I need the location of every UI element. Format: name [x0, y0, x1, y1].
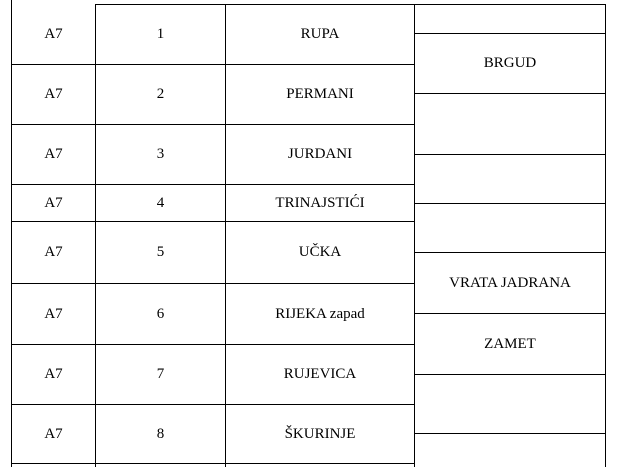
- road-cell: A7: [44, 425, 63, 442]
- road-cell: A7: [44, 25, 63, 42]
- junction-cell: ŠKURINJE: [284, 425, 356, 442]
- side-cell-vrata-jadrana: VRATA JADRANA: [449, 274, 571, 291]
- side-cell-brgud: BRGUD: [483, 55, 537, 71]
- side-divider: [414, 203, 606, 204]
- junction-cell: TRINAJSTIĆI: [275, 194, 365, 211]
- junction-cell: RIJEKA zapad: [275, 305, 365, 322]
- number-cell: 4: [156, 194, 165, 211]
- side-divider: [414, 433, 606, 434]
- junction-cell: RUPA: [300, 25, 340, 42]
- grid-line-bottom: [11, 463, 415, 464]
- road-cell: A7: [44, 366, 63, 382]
- side-divider: [414, 93, 606, 94]
- junction-cell: RUJEVICA: [283, 366, 357, 382]
- number-cell: 3: [156, 146, 165, 162]
- number-cell: 1: [156, 25, 165, 42]
- road-cell: A7: [44, 244, 63, 260]
- number-cell: 7: [156, 366, 165, 382]
- number-cell: 2: [156, 86, 165, 102]
- side-divider: [414, 154, 606, 155]
- junction-cell: UČKA: [298, 244, 342, 260]
- road-cell: A7: [44, 305, 63, 322]
- side-divider: [414, 374, 606, 375]
- road-cell: A7: [44, 86, 63, 102]
- number-cell: 5: [156, 244, 165, 260]
- side-cell-zamet: ZAMET: [484, 335, 536, 352]
- number-cell: 6: [156, 305, 165, 322]
- grid-line-right: [605, 4, 606, 467]
- road-cell: A7: [44, 146, 63, 162]
- road-cell: A7: [44, 194, 63, 211]
- number-cell: 8: [156, 425, 165, 442]
- junction-cell: PERMANI: [286, 86, 354, 102]
- junction-cell: JURDANI: [287, 146, 353, 162]
